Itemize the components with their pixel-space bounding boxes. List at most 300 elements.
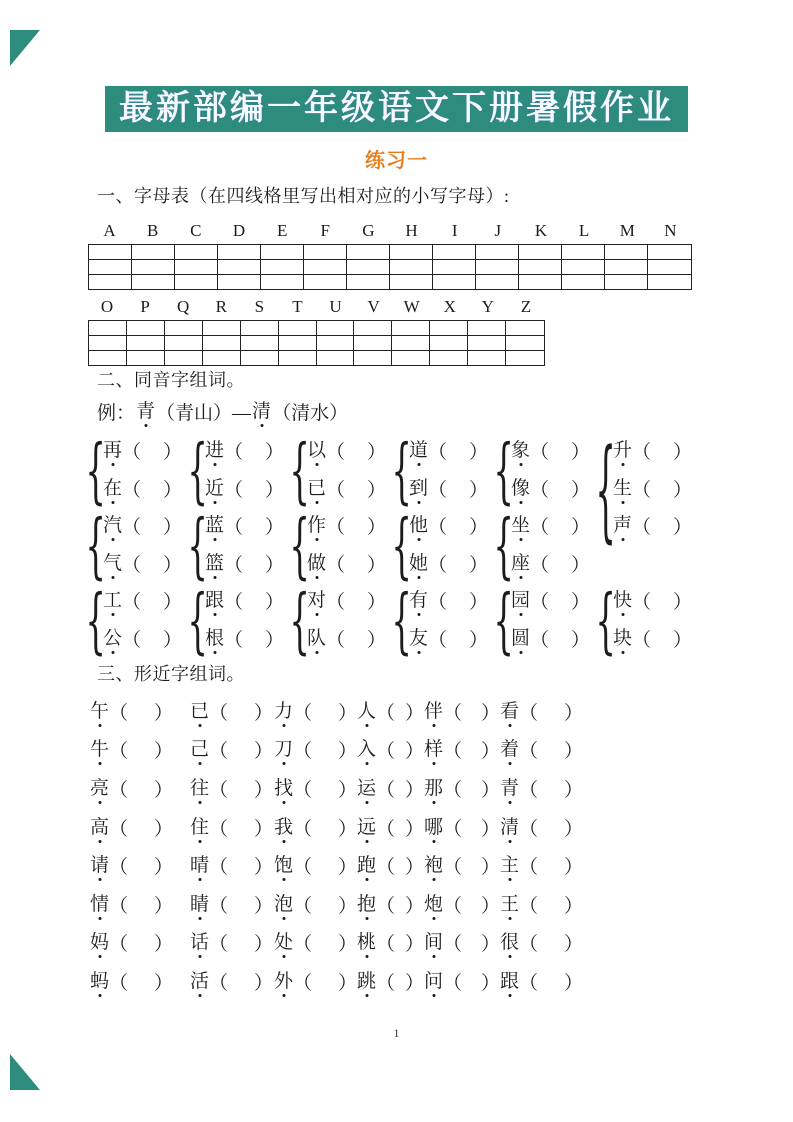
brace-group [391,427,489,512]
open-paren: （ [530,629,550,651]
fourline-cell [89,321,127,336]
emphasis-dot [315,463,318,466]
emphasis-dot [417,613,420,616]
similar-char-item [424,775,500,802]
emphasis-dot [111,538,114,541]
open-paren: （ [224,517,244,539]
similar-char-item [357,736,424,763]
fourline-cell [392,321,430,336]
open-paren: （ [519,741,539,763]
similar-char-item [357,891,424,918]
emphasis-dot [98,801,101,804]
open-paren: （ [443,779,463,801]
homophone-item [103,432,182,470]
brace-lines [307,432,386,507]
similar-char-item [190,929,274,956]
emphasis-dot [315,501,318,504]
emphasis-dot [315,576,318,579]
open-paren: （ [632,629,652,651]
fourline-cell [175,275,218,289]
fourline-cell [89,260,132,275]
corner-triangle-top-icon [10,30,40,66]
quiz-char: 她 [409,554,428,573]
quiz-char: 生 [613,479,632,498]
homophone-item [511,432,590,470]
brace-icon [493,427,514,512]
emphasis-dot [282,762,285,765]
brace-lines [613,432,692,545]
fourline-cell [354,336,392,351]
fourline-cell [317,351,355,365]
close-paren: ） [265,629,285,651]
letter-label: U [329,297,342,316]
open-paren: （ [224,479,244,501]
close-paren: ） [254,818,274,840]
quiz-char: 座 [511,554,530,573]
close-paren: ） [254,857,274,879]
emphasis-dot [98,955,101,958]
open-paren: （ [209,741,229,763]
open-paren: （ [109,702,129,724]
fourline-cell [347,275,390,289]
similar-char-item [500,736,793,763]
open-paren: （ [519,895,539,917]
quiz-char: 着 [500,740,519,759]
quiz-char: 袍 [424,856,443,875]
open-paren: （ [326,442,346,464]
emphasis-dot [260,424,263,427]
emphasis-dot [98,917,101,920]
open-paren: （ [293,779,313,801]
open-paren: （ [376,895,396,917]
fourline-cell [605,260,648,275]
close-paren: ） [265,479,285,501]
letter-label: K [534,221,548,240]
open-paren: （ [224,592,244,614]
quiz-char: 再 [103,441,122,460]
quiz-char: 饱 [274,856,293,875]
open-paren: （ [122,517,142,539]
quiz-char: 炮 [424,895,443,914]
close-paren: ） [154,857,174,879]
close-paren: ） [564,702,584,724]
homophone-item [307,432,386,470]
page-title: 最新部编一年级语文下册暑假作业 [105,86,688,132]
homophone-item [307,545,386,583]
emphasis-dot [315,651,318,654]
open-paren: （ [209,818,229,840]
emphasis-dot [432,762,435,765]
open-paren: （ [109,934,129,956]
fourline-cell [562,275,605,289]
open-paren: （ [293,702,313,724]
similar-char-row [0,962,793,1001]
brace-glyph: { [289,502,310,587]
close-paren: ） [265,442,285,464]
fourline-cell [392,351,430,365]
quiz-char: 样 [424,740,443,759]
fourline-cell [261,245,304,260]
example-line [97,398,348,425]
letter-label: W [403,297,420,316]
emphasis-dot [315,538,318,541]
open-paren: （ [519,779,539,801]
emphasis-dot [213,651,216,654]
example-word-2: （清水） [272,403,349,424]
emphasis-dot [417,576,420,579]
fourline-cell [430,336,468,351]
close-paren: ） [571,554,591,576]
close-paren: ） [404,779,424,801]
similar-char-item [357,852,424,879]
quiz-char: 找 [274,779,293,798]
brace-lines [205,432,284,507]
emphasis-dot [621,501,624,504]
close-paren: ） [480,702,500,724]
emphasis-dot [508,724,511,727]
homophone-item [409,507,488,545]
homophone-item [103,470,182,508]
letter-label: G [362,221,375,240]
homophone-item [511,545,590,583]
similar-char-item [190,775,274,802]
open-paren: （ [209,779,229,801]
homophone-item [103,507,182,545]
alphabet-block-1 [88,218,692,290]
open-paren: （ [530,479,550,501]
similar-char-item [357,929,424,956]
emphasis-dot [621,538,624,541]
close-paren: ） [564,741,584,763]
close-paren: ） [254,934,274,956]
brace-lines [511,432,590,507]
homophone-item [613,507,692,545]
similar-char-item [274,929,357,956]
emphasis-dot [417,501,420,504]
fourline-cell [317,321,355,336]
homophone-item [409,545,488,583]
letter-label: I [451,221,458,240]
brace-glyph: { [289,427,310,512]
homophone-item [103,620,182,658]
quiz-char: 已 [307,479,326,498]
open-paren: （ [443,818,463,840]
open-paren: （ [209,702,229,724]
open-paren: （ [530,554,550,576]
fourline-cell [354,321,392,336]
brace-group [187,502,285,587]
brace-glyph: { [187,577,208,662]
close-paren: ） [154,934,174,956]
close-paren: ） [469,517,489,539]
emphasis-dot [519,463,522,466]
quiz-char: 处 [274,933,293,952]
close-paren: ） [480,934,500,956]
open-paren: （ [632,517,652,539]
close-paren: ） [163,629,183,651]
emphasis-dot [508,801,511,804]
letter-label: T [292,297,303,316]
emphasis-dot [111,576,114,579]
similar-char-item [190,814,274,841]
close-paren: ） [163,517,183,539]
emphasis-dot [213,463,216,466]
close-paren: ） [564,972,584,994]
quiz-char: 泡 [274,895,293,914]
fourline-cell [165,351,203,365]
close-paren: ） [265,517,285,539]
letter-label: A [103,221,116,240]
emphasis-dot [213,538,216,541]
brace-lines [307,582,386,657]
similar-char-item [500,775,793,802]
close-paren: ） [337,741,357,763]
fourline-cell [476,275,519,289]
fourline-cell [347,245,390,260]
open-paren: （ [443,895,463,917]
quiz-char: 以 [307,441,326,460]
emphasis-dot [365,724,368,727]
fourline-cell [89,275,132,289]
example-char-1: 青 [136,402,155,421]
quiz-char: 问 [424,972,443,991]
open-paren: （ [519,972,539,994]
fourline-cell [89,336,127,351]
quiz-char: 话 [190,933,209,952]
emphasis-dot [98,840,101,843]
fourline-cell [218,245,261,260]
close-paren: ） [254,779,274,801]
open-paren: （ [209,857,229,879]
fourline-cell [89,245,132,260]
fourline-cell [279,321,317,336]
fourline-cell [261,275,304,289]
open-paren: （ [109,972,129,994]
brace-glyph: { [391,577,412,662]
brace-icon [391,427,412,512]
open-paren: （ [209,972,229,994]
brace-glyph: { [595,577,616,662]
page-number: 1 [393,1026,400,1040]
similar-char-item [424,968,500,995]
fourline-cell [605,245,648,260]
fourline-cell [433,275,476,289]
close-paren: ） [337,895,357,917]
emphasis-dot [213,501,216,504]
letter-label: H [405,221,418,240]
fourline-cell [519,245,562,260]
exercise-subtitle: 练习一 [365,150,428,172]
fourline-cell [165,336,203,351]
letter-label: J [494,221,502,240]
emphasis-dot [621,613,624,616]
emphasis-dot [519,576,522,579]
similar-char-row [0,769,793,808]
emphasis-dot [365,878,368,881]
brace-icon [391,502,412,587]
emphasis-dot [621,463,624,466]
open-paren: （ [326,629,346,651]
open-paren: （ [376,934,396,956]
open-paren: （ [632,442,652,464]
similar-char-item [357,968,424,995]
quiz-char: 往 [190,779,209,798]
emphasis-dot [198,917,201,920]
fourline-cell [390,275,433,289]
fourline-cell [468,351,506,365]
fourline-cell [241,351,279,365]
close-paren: ） [480,857,500,879]
quiz-char: 跳 [357,972,376,991]
brace-lines [205,507,284,582]
quiz-char: 哪 [424,818,443,837]
alphabet-block-2 [88,294,545,366]
quiz-char: 睛 [190,895,209,914]
brace-glyph: { [493,427,514,512]
letter-label: N [664,221,677,240]
similar-char-item [90,775,190,802]
homophone-item [409,470,488,508]
emphasis-dot [198,801,201,804]
open-paren: （ [376,857,396,879]
fourline-cell [476,260,519,275]
brace-lines [307,507,386,582]
emphasis-dot [621,651,624,654]
close-paren: ） [337,779,357,801]
open-paren: （ [632,592,652,614]
close-paren: ） [154,741,174,763]
close-paren: ） [404,818,424,840]
emphasis-dot [111,613,114,616]
letter-label: S [254,297,265,316]
fourline-cell [476,245,519,260]
homophone-item [511,582,590,620]
similar-char-row [0,731,793,770]
quiz-char: 近 [205,479,224,498]
quiz-char: 妈 [90,933,109,952]
brace-lines [205,582,284,657]
homophone-item [613,620,692,658]
brace-glyph: { [187,502,208,587]
quiz-char: 主 [500,856,519,875]
fourline-cell [241,321,279,336]
open-paren: （ [376,779,396,801]
close-paren: ） [367,479,387,501]
close-paren: ） [404,934,424,956]
quiz-char: 有 [409,591,428,610]
homophone-item [511,620,590,658]
quiz-char: 蚂 [90,972,109,991]
similar-char-row [0,808,793,847]
brace-group [85,502,183,587]
close-paren: ） [480,779,500,801]
open-paren: （ [293,895,313,917]
open-paren: （ [224,554,244,576]
emphasis-dot [198,878,201,881]
quiz-char: 作 [307,516,326,535]
homophone-item [613,470,692,508]
open-paren: （ [122,629,142,651]
open-paren: （ [109,895,129,917]
close-paren: ） [265,554,285,576]
fourline-cell [506,336,544,351]
similar-char-item [190,736,274,763]
quiz-char: 跟 [500,972,519,991]
close-paren: ） [571,592,591,614]
fourline-grid-1 [88,244,692,290]
close-paren: ） [480,895,500,917]
similar-char-item [274,814,357,841]
open-paren: （ [109,818,129,840]
similar-char-item [424,929,500,956]
open-paren: （ [326,592,346,614]
fourline-cell [648,275,691,289]
close-paren: ） [404,741,424,763]
fourline-cell [468,321,506,336]
emphasis-dot [282,801,285,804]
quiz-char: 园 [511,591,530,610]
open-paren: （ [428,517,448,539]
close-paren: ） [154,895,174,917]
similar-char-item [357,698,424,725]
quiz-char: 进 [205,441,224,460]
quiz-char: 高 [90,818,109,837]
similar-char-item [274,775,357,802]
quiz-char: 青 [500,779,519,798]
brace-icon [187,427,208,512]
close-paren: ） [564,818,584,840]
fourline-cell [304,260,347,275]
similar-char-item [500,968,793,995]
emphasis-dot [432,917,435,920]
emphasis-dot [508,840,511,843]
quiz-char: 伴 [424,702,443,721]
fourline-cell [519,275,562,289]
similar-char-item [500,852,793,879]
close-paren: ） [673,629,693,651]
similar-char-item [500,929,793,956]
homophone-item [409,432,488,470]
close-paren: ） [571,442,591,464]
emphasis-dot [111,651,114,654]
brace-glyph: { [595,423,616,554]
close-paren: ） [163,554,183,576]
brace-group [595,577,693,662]
brace-icon [187,577,208,662]
close-paren: ） [404,972,424,994]
brace-icon [391,577,412,662]
homophone-item [205,545,284,583]
homophone-item [307,507,386,545]
close-paren: ） [163,479,183,501]
quiz-char: 汽 [103,516,122,535]
brace-glyph: { [391,427,412,512]
homophone-item [205,582,284,620]
quiz-char: 块 [613,629,632,648]
similar-char-grid [0,692,793,1001]
fourline-cell [279,336,317,351]
brace-lines [103,507,182,582]
brace-group [391,502,489,587]
fourline-cell [203,351,241,365]
quiz-char: 他 [409,516,428,535]
close-paren: ） [337,818,357,840]
open-paren: （ [224,629,244,651]
close-paren: ） [469,479,489,501]
emphasis-dot [282,724,285,727]
similar-char-item [90,929,190,956]
fourline-cell [218,275,261,289]
